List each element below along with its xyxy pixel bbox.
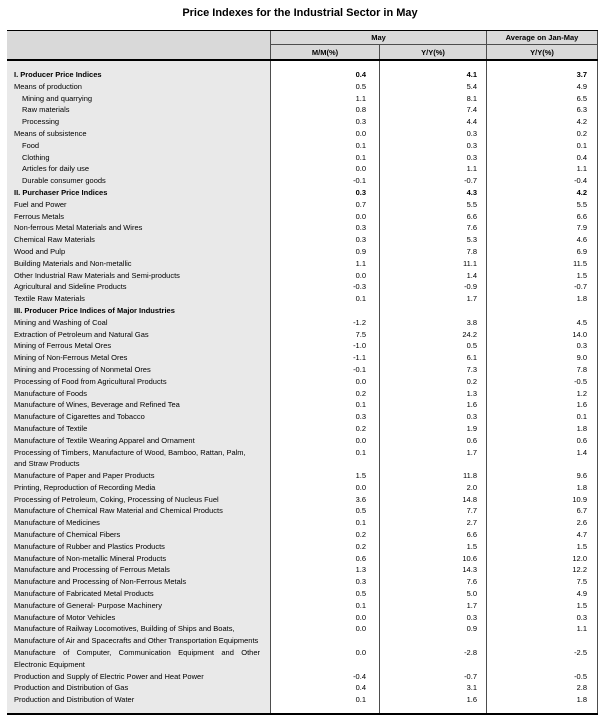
- table-row: [7, 612, 598, 624]
- value-mm: 0.5: [271, 505, 380, 517]
- value-yy: 14.8: [380, 494, 487, 506]
- value-mm: 0.0: [271, 482, 380, 494]
- row-label: Production and Distribution of Gas: [7, 682, 271, 694]
- row-label: Printing, Reproduction of Recording Media: [7, 482, 271, 494]
- value-avg-yy: 4.7: [487, 529, 598, 541]
- value-avg-yy: 0.6: [487, 435, 598, 447]
- value-avg-yy: 6.3: [487, 104, 598, 116]
- value-avg-yy: 12.0: [487, 553, 598, 565]
- row-label: Processing: [7, 116, 271, 128]
- table-row: [7, 258, 598, 270]
- value-mm: 0.1: [271, 517, 380, 529]
- value-avg-yy: 6.7: [487, 505, 598, 517]
- row-label: Mining of Ferrous Metal Ores: [7, 340, 271, 352]
- value-yy: 1.5: [380, 541, 487, 553]
- value-yy: -0.9: [380, 281, 487, 293]
- header-average-group: Average on Jan-May: [487, 31, 598, 45]
- value-yy: 10.6: [380, 553, 487, 565]
- value-mm: -1.2: [271, 317, 380, 329]
- value-avg-yy: 1.1: [487, 163, 598, 175]
- value-avg-yy: 0.3: [487, 612, 598, 624]
- table-row: [7, 388, 598, 400]
- table-row: [7, 482, 598, 494]
- row-label: Manufacture of Non-metallic Mineral Products: [7, 553, 271, 565]
- value-mm: 0.2: [271, 423, 380, 435]
- value-mm: 0.6: [271, 553, 380, 565]
- value-mm: 0.4: [271, 69, 380, 81]
- value-mm: 7.5: [271, 329, 380, 341]
- value-avg-yy: 1.2: [487, 388, 598, 400]
- row-label: Non-ferrous Metal Materials and Wires: [7, 222, 271, 234]
- value-mm: 0.0: [271, 376, 380, 388]
- row-label: I. Producer Price Indices: [7, 69, 271, 81]
- value-mm: 0.1: [271, 140, 380, 152]
- value-yy: 7.8: [380, 246, 487, 258]
- row-label: Manufacture of Foods: [7, 388, 271, 400]
- value-mm: 0.1: [271, 447, 380, 471]
- value-yy: 1.6: [380, 694, 487, 706]
- row-label: Articles for daily use: [7, 163, 271, 175]
- value-mm: 0.5: [271, 81, 380, 93]
- row-label: Production and Distribution of Water: [7, 694, 271, 706]
- row-label: Manufacture of Fabricated Metal Products: [7, 588, 271, 600]
- table-row: [7, 116, 598, 128]
- table-body: [7, 61, 598, 713]
- table-row: [7, 470, 598, 482]
- row-label: Food: [7, 140, 271, 152]
- value-yy: 1.4: [380, 270, 487, 282]
- spacer-label-cell: [7, 61, 271, 69]
- value-mm: 0.0: [271, 211, 380, 223]
- value-yy: 0.3: [380, 128, 487, 140]
- value-yy: 3.8: [380, 317, 487, 329]
- row-label: Manufacture of Textile: [7, 423, 271, 435]
- value-mm: -0.1: [271, 175, 380, 187]
- value-yy: 6.6: [380, 211, 487, 223]
- value-avg-yy: 0.1: [487, 411, 598, 423]
- row-label: Mining and quarrying: [7, 93, 271, 105]
- value-mm: 0.2: [271, 388, 380, 400]
- value-avg-yy: 7.9: [487, 222, 598, 234]
- table-row: [7, 517, 598, 529]
- value-mm: 0.0: [271, 435, 380, 447]
- row-label: Durable consumer goods: [7, 175, 271, 187]
- row-label: Manufacture of Motor Vehicles: [7, 612, 271, 624]
- table-row: [7, 199, 598, 211]
- value-mm: 0.1: [271, 152, 380, 164]
- value-mm: 1.1: [271, 93, 380, 105]
- value-avg-yy: 4.9: [487, 81, 598, 93]
- value-avg-yy: 6.9: [487, 246, 598, 258]
- row-label: Mining and Processing of Nonmetal Ores: [7, 364, 271, 376]
- value-avg-yy: 10.9: [487, 494, 598, 506]
- table-header: [7, 31, 598, 61]
- table-row: [7, 329, 598, 341]
- value-avg-yy: 1.5: [487, 600, 598, 612]
- value-mm: 0.3: [271, 116, 380, 128]
- table-row: [7, 376, 598, 388]
- table-row: [7, 104, 598, 116]
- row-label: Processing of Petroleum, Coking, Processing of Nucleus Fuel: [7, 494, 271, 506]
- value-yy: 6.1: [380, 352, 487, 364]
- value-mm: 0.3: [271, 234, 380, 246]
- value-mm: 0.8: [271, 104, 380, 116]
- value-yy: 1.6: [380, 399, 487, 411]
- value-mm: 0.0: [271, 270, 380, 282]
- value-avg-yy: 1.8: [487, 482, 598, 494]
- table-row: [7, 246, 598, 258]
- spacer-cell: [487, 706, 598, 713]
- value-avg-yy: 4.9: [487, 588, 598, 600]
- table-row: [7, 623, 598, 647]
- price-index-table: [7, 30, 598, 715]
- table-row: [7, 222, 598, 234]
- table-row: [7, 317, 598, 329]
- value-avg-yy: 4.2: [487, 187, 598, 199]
- row-label: Manufacture of Computer, Communication Equipment and Other Electronic Equipment: [7, 647, 271, 671]
- row-label: Manufacture of Chemical Raw Material and Chemical Products: [7, 505, 271, 517]
- row-label: Manufacture of Medicines: [7, 517, 271, 529]
- table-row: [7, 423, 598, 435]
- row-label: Wood and Pulp: [7, 246, 271, 258]
- table-spacer-row: [7, 61, 598, 69]
- value-avg-yy: -0.4: [487, 175, 598, 187]
- value-avg-yy: 14.0: [487, 329, 598, 341]
- table-row: [7, 553, 598, 565]
- value-avg-yy: 9.0: [487, 352, 598, 364]
- value-avg-yy: 4.5: [487, 317, 598, 329]
- value-avg-yy: 1.5: [487, 270, 598, 282]
- value-yy: 0.3: [380, 152, 487, 164]
- table-row: [7, 694, 598, 706]
- value-yy: 0.5: [380, 340, 487, 352]
- row-label: Mining and Washing of Coal: [7, 317, 271, 329]
- page-title: Price Indexes for the Industrial Sector in May: [182, 7, 418, 19]
- value-mm: 0.1: [271, 399, 380, 411]
- value-avg-yy: 7.8: [487, 364, 598, 376]
- table-row: [7, 494, 598, 506]
- table-row: [7, 505, 598, 517]
- value-mm: 0.1: [271, 293, 380, 305]
- table-row: [7, 128, 598, 140]
- value-avg-yy: 11.5: [487, 258, 598, 270]
- value-yy: 7.6: [380, 576, 487, 588]
- table-row: [7, 163, 598, 175]
- row-label: Manufacture of Cigarettes and Tobacco: [7, 411, 271, 423]
- table-row: [7, 69, 598, 81]
- table-row: [7, 435, 598, 447]
- value-mm: 1.3: [271, 564, 380, 576]
- value-yy: 1.7: [380, 293, 487, 305]
- value-yy: 11.8: [380, 470, 487, 482]
- row-label: Manufacture of Chemical Fibers: [7, 529, 271, 541]
- value-yy: 5.4: [380, 81, 487, 93]
- value-avg-yy: 1.4: [487, 447, 598, 471]
- row-label: Fuel and Power: [7, 199, 271, 211]
- table-row: [7, 93, 598, 105]
- value-avg-yy: [487, 305, 598, 317]
- value-avg-yy: -0.5: [487, 671, 598, 683]
- spacer-label-cell: [7, 706, 271, 713]
- table-row: [7, 576, 598, 588]
- value-avg-yy: 2.6: [487, 517, 598, 529]
- header-mm-percent: M/M(%): [271, 45, 380, 59]
- table-row: [7, 281, 598, 293]
- value-mm: -1.0: [271, 340, 380, 352]
- table-row: [7, 671, 598, 683]
- value-avg-yy: 6.6: [487, 211, 598, 223]
- spacer-cell: [380, 61, 487, 69]
- table-row: [7, 564, 598, 576]
- value-avg-yy: 1.8: [487, 694, 598, 706]
- value-mm: 0.0: [271, 647, 380, 671]
- table-row: [7, 340, 598, 352]
- value-mm: 0.3: [271, 222, 380, 234]
- table-row: [7, 187, 598, 199]
- row-label: Manufacture and Processing of Ferrous Metals: [7, 564, 271, 576]
- value-yy: 7.3: [380, 364, 487, 376]
- value-avg-yy: 12.2: [487, 564, 598, 576]
- value-avg-yy: 1.6: [487, 399, 598, 411]
- value-yy: 1.3: [380, 388, 487, 400]
- value-avg-yy: 7.5: [487, 576, 598, 588]
- value-yy: 0.3: [380, 140, 487, 152]
- value-mm: -0.4: [271, 671, 380, 683]
- spacer-cell: [271, 706, 380, 713]
- table-row: [7, 588, 598, 600]
- table-row: [7, 211, 598, 223]
- table-row: [7, 140, 598, 152]
- row-label: Manufacture of General- Purpose Machinery: [7, 600, 271, 612]
- value-mm: 1.1: [271, 258, 380, 270]
- value-mm: 0.2: [271, 529, 380, 541]
- value-mm: 0.0: [271, 163, 380, 175]
- table-row: [7, 364, 598, 376]
- row-label: II. Purchaser Price Indices: [7, 187, 271, 199]
- value-avg-yy: 1.8: [487, 423, 598, 435]
- value-yy: 5.0: [380, 588, 487, 600]
- table-row: [7, 152, 598, 164]
- value-mm: 1.5: [271, 470, 380, 482]
- value-mm: 0.7: [271, 199, 380, 211]
- table-row: [7, 411, 598, 423]
- value-yy: 1.1: [380, 163, 487, 175]
- value-mm: -0.3: [271, 281, 380, 293]
- value-avg-yy: 4.6: [487, 234, 598, 246]
- row-label: Extraction of Petroleum and Natural Gas: [7, 329, 271, 341]
- value-yy: 7.7: [380, 505, 487, 517]
- value-mm: 0.3: [271, 576, 380, 588]
- value-yy: -0.7: [380, 671, 487, 683]
- value-avg-yy: -0.7: [487, 281, 598, 293]
- value-yy: 2.7: [380, 517, 487, 529]
- row-label: Mining of Non-Ferrous Metal Ores: [7, 352, 271, 364]
- table-row: [7, 352, 598, 364]
- row-label: Manufacture of Textile Wearing Apparel and Ornament: [7, 435, 271, 447]
- header-may-group: May: [271, 31, 487, 45]
- table-row: [7, 682, 598, 694]
- value-mm: 0.1: [271, 600, 380, 612]
- value-mm: 0.4: [271, 682, 380, 694]
- value-mm: 0.0: [271, 623, 380, 647]
- value-yy: 0.3: [380, 411, 487, 423]
- value-mm: 0.3: [271, 411, 380, 423]
- value-yy: 3.1: [380, 682, 487, 694]
- value-avg-yy: 0.3: [487, 340, 598, 352]
- value-avg-yy: 6.5: [487, 93, 598, 105]
- table-row: [7, 234, 598, 246]
- value-yy: 1.9: [380, 423, 487, 435]
- header-avg-yy-percent: Y/Y(%): [487, 45, 598, 59]
- table-row: [7, 293, 598, 305]
- value-mm: 3.6: [271, 494, 380, 506]
- value-mm: 0.3: [271, 187, 380, 199]
- row-label: Clothing: [7, 152, 271, 164]
- value-mm: 0.0: [271, 128, 380, 140]
- table-row: [7, 399, 598, 411]
- row-label: Production and Supply of Electric Power and Heat Power: [7, 671, 271, 683]
- value-yy: 4.1: [380, 69, 487, 81]
- spacer-cell: [271, 61, 380, 69]
- table-row: [7, 600, 598, 612]
- table-row: [7, 81, 598, 93]
- table-row: [7, 647, 598, 671]
- value-yy: 11.1: [380, 258, 487, 270]
- table-row: [7, 175, 598, 187]
- value-yy: -0.7: [380, 175, 487, 187]
- value-yy: 24.2: [380, 329, 487, 341]
- value-yy: 14.3: [380, 564, 487, 576]
- value-avg-yy: -2.5: [487, 647, 598, 671]
- value-mm: 0.9: [271, 246, 380, 258]
- row-label: Building Materials and Non-metallic: [7, 258, 271, 270]
- value-avg-yy: 4.2: [487, 116, 598, 128]
- value-avg-yy: 0.2: [487, 128, 598, 140]
- value-yy: 6.6: [380, 529, 487, 541]
- row-label: Ferrous Metals: [7, 211, 271, 223]
- row-label: Processing of Timbers, Manufacture of Wood, Bamboo, Rattan, Palm, and Straw Products: [7, 447, 271, 471]
- row-label: III. Producer Price Indices of Major Industries: [7, 305, 271, 317]
- value-mm: -0.1: [271, 364, 380, 376]
- table-spacer-row: [7, 706, 598, 713]
- value-mm: 0.2: [271, 541, 380, 553]
- value-avg-yy: 1.5: [487, 541, 598, 553]
- value-yy: 4.3: [380, 187, 487, 199]
- value-avg-yy: 0.1: [487, 140, 598, 152]
- value-yy: 0.6: [380, 435, 487, 447]
- row-label: Processing of Food from Agricultural Products: [7, 376, 271, 388]
- value-yy: [380, 305, 487, 317]
- value-mm: 0.0: [271, 612, 380, 624]
- value-avg-yy: 9.6: [487, 470, 598, 482]
- value-mm: 0.1: [271, 694, 380, 706]
- table-row: [7, 541, 598, 553]
- value-avg-yy: -0.5: [487, 376, 598, 388]
- row-label: Means of subsistence: [7, 128, 271, 140]
- row-label: Manufacture and Processing of Non-Ferrous Metals: [7, 576, 271, 588]
- row-label: Other Industrial Raw Materials and Semi-products: [7, 270, 271, 282]
- value-mm: [271, 305, 380, 317]
- table-row: [7, 305, 598, 317]
- row-label: Textile Raw Materials: [7, 293, 271, 305]
- value-mm: -1.1: [271, 352, 380, 364]
- row-label: Manufacture of Wines, Beverage and Refined Tea: [7, 399, 271, 411]
- value-yy: 0.9: [380, 623, 487, 647]
- value-avg-yy: 1.1: [487, 623, 598, 647]
- value-yy: 0.2: [380, 376, 487, 388]
- value-yy: -2.8: [380, 647, 487, 671]
- value-yy: 1.7: [380, 447, 487, 471]
- row-label: Agricultural and Sideline Products: [7, 281, 271, 293]
- value-yy: 7.4: [380, 104, 487, 116]
- value-yy: 5.3: [380, 234, 487, 246]
- table-row: [7, 270, 598, 282]
- spacer-cell: [380, 706, 487, 713]
- value-avg-yy: 1.8: [487, 293, 598, 305]
- value-yy: 4.4: [380, 116, 487, 128]
- row-label: Manufacture of Rubber and Plastics Products: [7, 541, 271, 553]
- value-yy: 8.1: [380, 93, 487, 105]
- row-label: Means of production: [7, 81, 271, 93]
- value-yy: 5.5: [380, 199, 487, 211]
- row-label: Raw materials: [7, 104, 271, 116]
- value-avg-yy: 3.7: [487, 69, 598, 81]
- value-avg-yy: 5.5: [487, 199, 598, 211]
- value-avg-yy: 0.4: [487, 152, 598, 164]
- spacer-cell: [487, 61, 598, 69]
- value-yy: 2.0: [380, 482, 487, 494]
- value-avg-yy: 2.8: [487, 682, 598, 694]
- row-label: Chemical Raw Materials: [7, 234, 271, 246]
- header-yy-percent: Y/Y(%): [380, 45, 487, 59]
- header-corner-cell: [7, 31, 271, 59]
- row-label: Manufacture of Railway Locomotives, Building of Ships and Boats, Manufacture of Air and Spacecrafts and Other Transportation Equipments: [7, 623, 271, 647]
- value-yy: 7.6: [380, 222, 487, 234]
- value-yy: 0.3: [380, 612, 487, 624]
- row-label: Manufacture of Paper and Paper Products: [7, 470, 271, 482]
- table-row: [7, 529, 598, 541]
- value-yy: 1.7: [380, 600, 487, 612]
- value-mm: 0.5: [271, 588, 380, 600]
- table-row: [7, 447, 598, 471]
